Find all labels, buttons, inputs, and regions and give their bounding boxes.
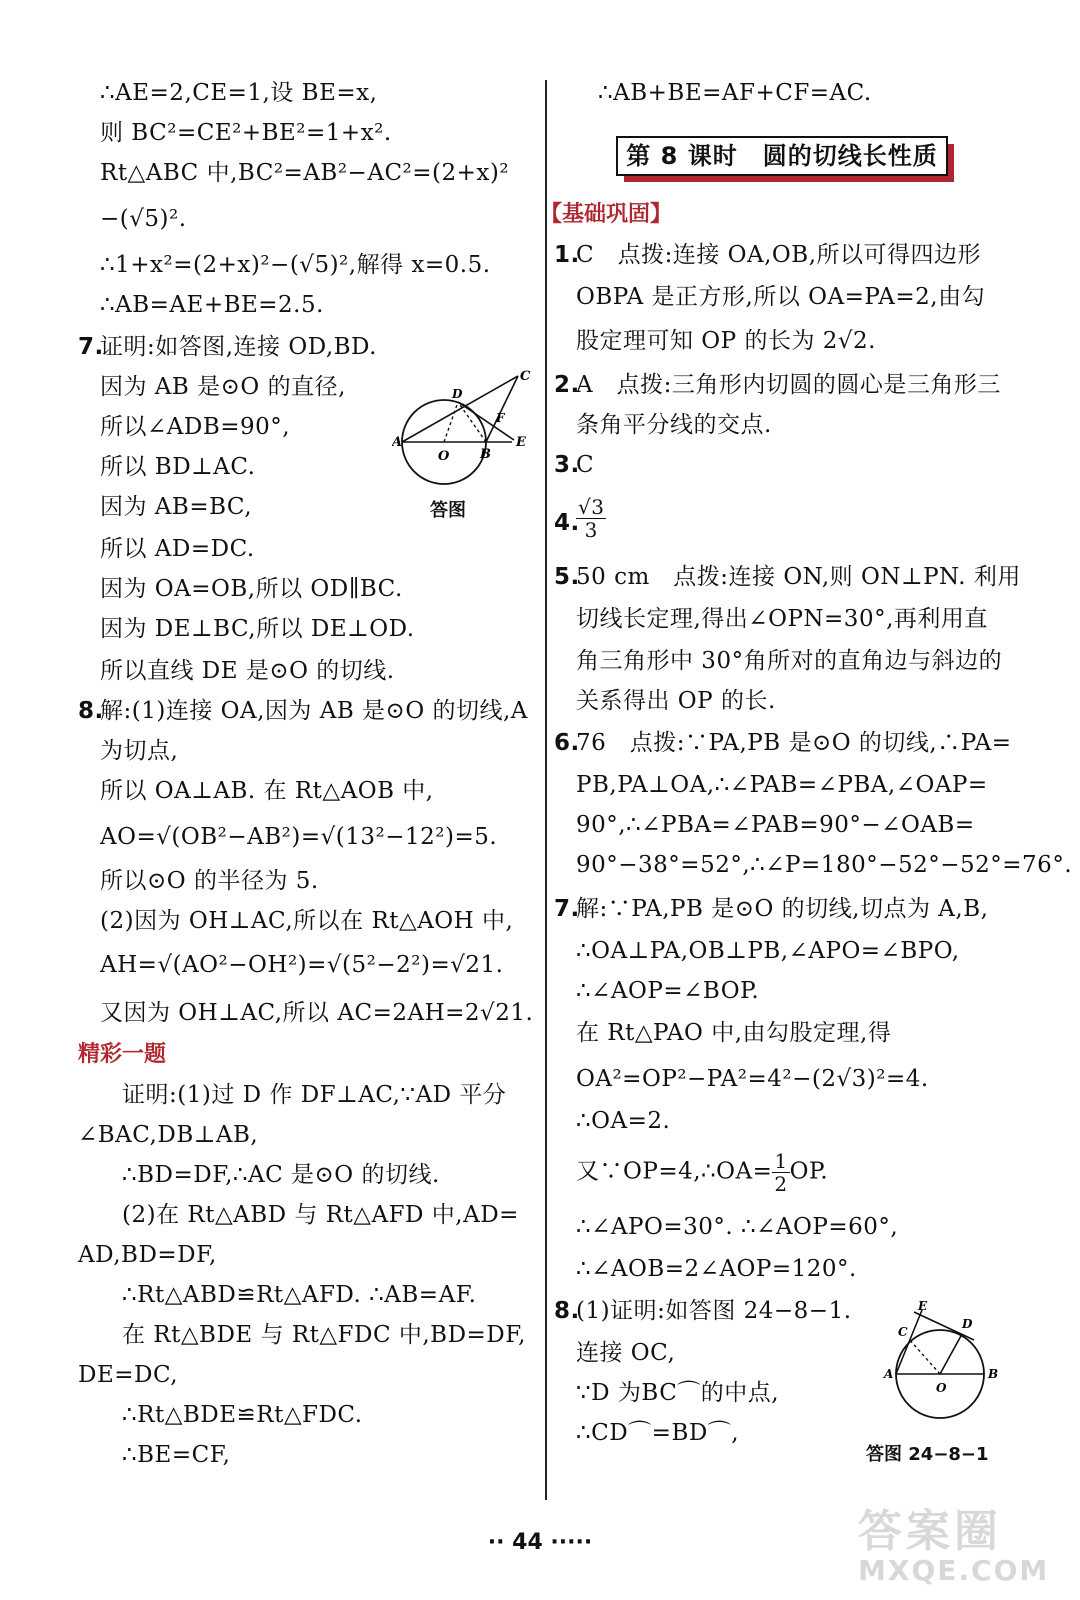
text-line: 50 cm 点拨:连接 ON,则 ON⊥PN. 利用 xyxy=(576,564,1021,590)
text-line: 股定理可知 OP 的长为 2√2. xyxy=(576,328,876,354)
text-segment: 又∵OP=4,∴OA= xyxy=(576,1158,773,1185)
text-line: 又因为 OH⊥AC,所以 AC=2AH=2√21. xyxy=(100,1000,534,1026)
text-line: ∴∠APO=30°. ∴∠AOP=60°, xyxy=(576,1214,899,1240)
question-number: 2. xyxy=(554,372,580,398)
text-line: AD,BD=DF, xyxy=(78,1242,217,1268)
text-line: 因为 AB=BC, xyxy=(100,494,253,520)
text-line: 所以⊙O 的半径为 5. xyxy=(100,868,319,894)
fraction-denominator: 3 xyxy=(584,518,598,542)
text-line: 切线长定理,得出∠OPN=30°,再利用直 xyxy=(576,606,988,632)
fraction-numerator: 1 xyxy=(774,1149,788,1173)
text-line: DE=DC, xyxy=(78,1362,179,1388)
fraction-numerator: √3 xyxy=(578,495,605,519)
text-line: (1)证明:如答图 24−8−1. xyxy=(576,1298,852,1324)
text-line: 为切点, xyxy=(100,738,179,764)
text-line: 所以 OA⊥AB. 在 Rt△AOB 中, xyxy=(100,778,434,804)
fig-label: C xyxy=(520,369,531,384)
text-line: 解:(1)连接 OA,因为 AB 是⊙O 的切线,A xyxy=(100,698,528,724)
fraction-line xyxy=(576,1150,828,1195)
figure-caption: 答图 24−8−1 xyxy=(866,1444,989,1465)
text-line: 所以直线 DE 是⊙O 的切线. xyxy=(100,658,395,684)
question-number: 5. xyxy=(554,564,580,590)
text-line: ∴∠AOP=∠BOP. xyxy=(576,978,760,1004)
text-line: ∴Rt△ABD≌Rt△AFD. ∴AB=AF. xyxy=(122,1282,477,1308)
fig-label: A xyxy=(884,1367,894,1381)
text-line: ∴∠AOB=2∠AOP=120°. xyxy=(576,1256,857,1282)
text-line: 条角平分线的交点. xyxy=(576,412,772,438)
section-heading: 【基础巩固】 xyxy=(540,202,673,227)
fig-label: A xyxy=(392,435,403,450)
text-line: OBPA 是正方形,所以 OA=PA=2,由勾 xyxy=(576,284,986,310)
watermark-url: MXQE.COM xyxy=(858,1554,1050,1587)
text-line: ∠BAC,DB⊥AB, xyxy=(78,1122,259,1148)
text-line: 证明:如答图,连接 OD,BD. xyxy=(100,334,377,360)
text-line: 证明:(1)过 D 作 DF⊥AC,∵AD 平分 xyxy=(122,1082,507,1108)
question-number: 4. xyxy=(554,510,580,536)
fig-label: E xyxy=(918,1300,928,1313)
fraction xyxy=(576,496,606,541)
text-line: ∴OA⊥PA,OB⊥PB,∠APO=∠BPO, xyxy=(576,938,960,964)
text-line: 关系得出 OP 的长. xyxy=(576,688,776,714)
figure-caption: 答图 xyxy=(430,500,466,521)
page-number-value: 44 xyxy=(512,1530,543,1555)
text-line: 76 点拨:∵PA,PB 是⊙O 的切线,∴PA= xyxy=(576,730,1012,756)
question-number: 8. xyxy=(554,1298,580,1324)
text-line: A 点拨:三角形内切圆的圆心是三角形三 xyxy=(576,372,1001,398)
text-line: 因为 AB 是⊙O 的直径, xyxy=(100,374,346,400)
text-line: ∵D 为BC⌒的中点, xyxy=(576,1380,780,1406)
fig-label: D xyxy=(452,387,463,401)
text-line: 所以 BD⊥AC. xyxy=(100,454,256,480)
text-line: 则 BC²=CE²+BE²=1+x². xyxy=(100,120,392,146)
text-line: 角三角形中 30°角所对的直角边与斜边的 xyxy=(576,648,1003,674)
text-line: 在 Rt△PAO 中,由勾股定理,得 xyxy=(576,1020,892,1046)
watermark-text: 答案圈 xyxy=(858,1506,1002,1557)
text-line: (2)在 Rt△ABD 与 Rt△AFD 中,AD= xyxy=(122,1202,519,1228)
text-line: 在 Rt△BDE 与 Rt△FDC 中,BD=DF, xyxy=(122,1322,526,1348)
text-line: AO=√(OB²−AB²)=√(13²−12²)=5. xyxy=(100,824,498,850)
lesson-title: 第 8 课时 圆的切线长性质 xyxy=(616,136,948,176)
text-line: 所以 AD=DC. xyxy=(100,536,255,562)
text-line: 连接 OC, xyxy=(576,1340,676,1366)
text-line: 因为 OA=OB,所以 OD∥BC. xyxy=(100,576,403,602)
text-line: ∴AB=AE+BE=2.5. xyxy=(100,292,324,318)
text-line: Rt△ABC 中,BC²=AB²−AC²=(2+x)² xyxy=(100,160,510,186)
watermark-logo xyxy=(858,1508,1048,1592)
text-line: 所以∠ADB=90°, xyxy=(100,414,291,440)
text-line: 90°−38°=52°,∴∠P=180°−52°−52°=76°. xyxy=(576,852,1073,878)
text-line: ∴Rt△BDE≌Rt△FDC. xyxy=(122,1402,363,1428)
figure-q8 xyxy=(874,1300,1014,1430)
fraction-line xyxy=(576,496,606,541)
text-line: ∴BD=DF,∴AC 是⊙O 的切线. xyxy=(122,1162,440,1188)
fig-label: F xyxy=(496,411,505,425)
text-line: 90°,∴∠PBA=∠PAB=90°−∠OAB= xyxy=(576,812,975,838)
fraction xyxy=(772,1150,789,1195)
section-heading: 精彩一题 xyxy=(78,1042,167,1067)
text-line: ∴AB+BE=AF+CF=AC. xyxy=(598,80,872,106)
text-line: OA²=OP²−PA²=4²−(2√3)²=4. xyxy=(576,1066,929,1092)
text-line: C 点拨:连接 OA,OB,所以可得四边形 xyxy=(576,242,982,268)
text-line: ∴1+x²=(2+x)²−(√5)²,解得 x=0.5. xyxy=(100,252,491,278)
text-line: 因为 DE⊥BC,所以 DE⊥OD. xyxy=(100,616,415,642)
question-number: 3. xyxy=(554,452,580,478)
text-line: ∴AE=2,CE=1,设 BE=x, xyxy=(100,80,378,106)
text-line: C xyxy=(576,452,595,478)
page-number: ·· 44 ····· xyxy=(487,1530,593,1555)
fig-label: C xyxy=(898,1325,908,1339)
fig-label: O xyxy=(936,1381,947,1395)
figure-q7 xyxy=(392,366,542,496)
text-line: PB,PA⊥OA,∴∠PAB=∠PBA,∠OAP= xyxy=(576,772,988,798)
text-line: −(√5)². xyxy=(100,206,187,232)
text-segment: OP. xyxy=(789,1158,829,1185)
text-line: AH=√(AO²−OH²)=√(5²−2²)=√21. xyxy=(100,952,504,978)
column-divider xyxy=(545,80,547,1500)
fig-label: D xyxy=(962,1317,973,1331)
question-number: 6. xyxy=(554,730,580,756)
question-number: 8. xyxy=(78,698,104,724)
text-line: 解:∵PA,PB 是⊙O 的切线,切点为 A,B, xyxy=(576,896,989,922)
text-line: ∴BE=CF, xyxy=(122,1442,231,1468)
question-number: 7. xyxy=(554,896,580,922)
fig-label: B xyxy=(988,1367,999,1381)
text-line: ∴OA=2. xyxy=(576,1108,671,1134)
text-line: ∴CD⌒=BD⌒, xyxy=(576,1420,740,1446)
text-line: (2)因为 OH⊥AC,所以在 Rt△AOH 中, xyxy=(100,908,514,934)
question-number: 1. xyxy=(554,242,580,268)
fig-label: E xyxy=(516,435,526,450)
question-number: 7. xyxy=(78,334,104,360)
fig-label: B xyxy=(480,447,491,462)
fig-label: O xyxy=(438,449,450,464)
fraction-denominator: 2 xyxy=(774,1172,788,1196)
